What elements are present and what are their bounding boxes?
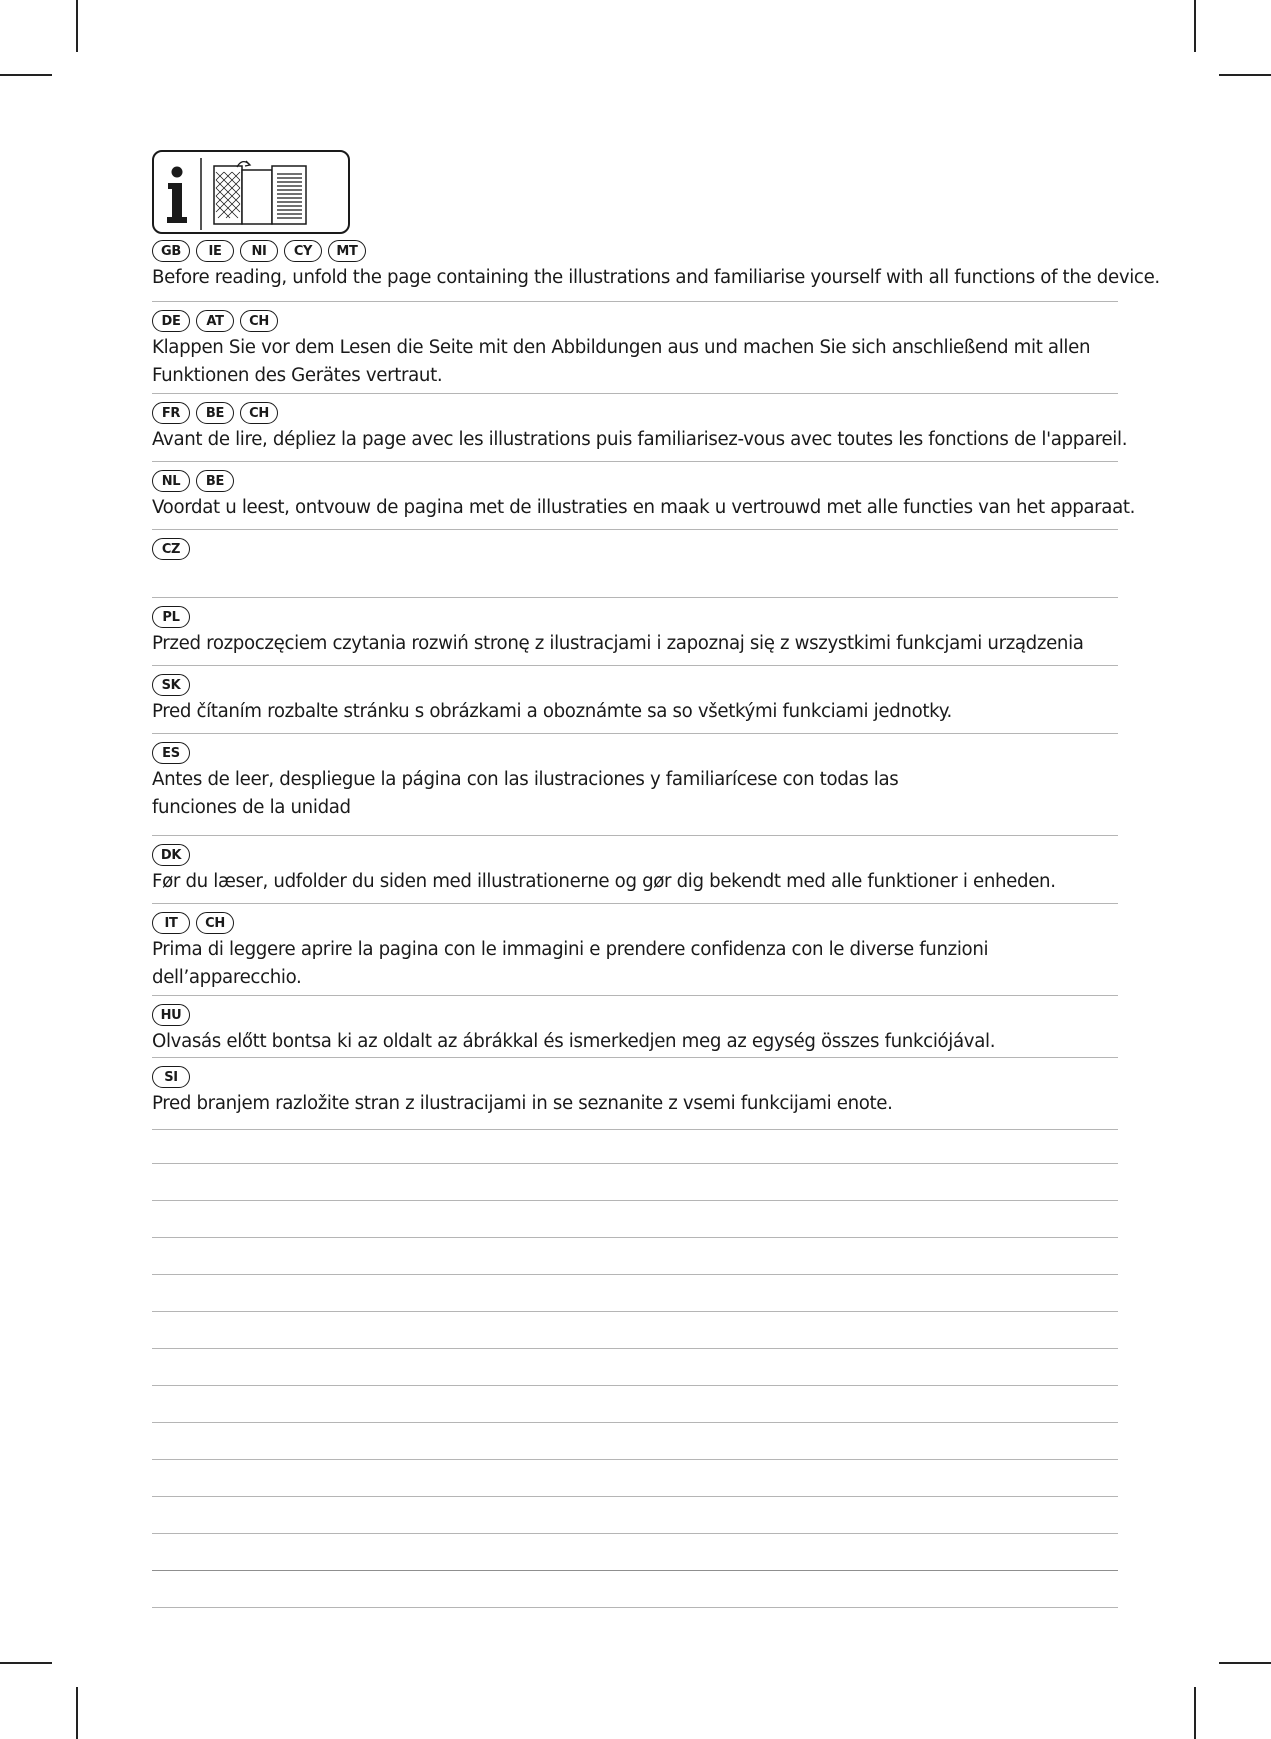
crop-mark-bottom-left-horizontal — [0, 1662, 52, 1664]
language-section — [152, 302, 1118, 394]
country-code-badge: CY — [284, 240, 322, 262]
country-code-badge: GB — [152, 240, 190, 262]
language-section — [152, 234, 1160, 302]
country-code-badge: BE — [196, 470, 234, 492]
country-badges — [152, 468, 1118, 494]
country-badges — [152, 1064, 1118, 1090]
country-code-badge: NL — [152, 470, 190, 492]
note-line — [152, 1130, 1118, 1164]
note-line — [152, 1201, 1118, 1238]
instruction-text: Prima di leggere aprire la pagina con le immagini e prendere confidenza con le diverse funzioni — [152, 939, 989, 960]
unfolded-manual-icon — [214, 161, 306, 224]
instruction-text: Before reading, unfold the page containing the illustrations and familiarise yourself with all functions of the device. — [152, 267, 1160, 288]
country-badges — [152, 604, 1118, 630]
country-code-badge: IT — [152, 912, 190, 934]
instruction-text: Olvasás előtt bontsa ki az oldalt az ábrákkal és ismerkedjen meg az egység összes funkciójával. — [152, 1031, 996, 1052]
country-code-badge: MT — [328, 240, 366, 262]
crop-mark-top-left-vertical — [76, 0, 78, 52]
instruction-text: Voordat u leest, ontvouw de pagina met de illustraties en maak u vertrouwd met alle functies van het apparaat. — [152, 497, 1136, 518]
country-badges — [152, 740, 1118, 766]
note-line — [152, 1460, 1118, 1497]
language-section — [152, 996, 1118, 1058]
instruction-text: Antes de leer, despliegue la página con las ilustraciones y familiarícese con todas las — [152, 769, 899, 790]
country-code-badge: IE — [196, 240, 234, 262]
country-code-badge: HU — [152, 1004, 190, 1026]
instruction-text: Przed rozpoczęciem czytania rozwiń stronę z ilustracjami i zapoznaj się z wszystkimi funkcjami urządzenia — [152, 633, 1084, 654]
language-section — [152, 394, 1128, 462]
country-badges — [152, 400, 1118, 426]
language-section — [152, 836, 1118, 904]
instruction-text: funciones de la unidad — [152, 797, 351, 818]
language-section — [152, 904, 1118, 996]
instruction-text: Funktionen des Gerätes vertraut. — [152, 365, 443, 386]
language-section — [152, 598, 1118, 666]
country-badges — [152, 842, 1118, 868]
note-line — [152, 1386, 1118, 1423]
note-line — [152, 1423, 1118, 1460]
crop-mark-top-left-horizontal — [0, 74, 52, 76]
note-line — [152, 1238, 1118, 1275]
crop-mark-bottom-right-vertical — [1194, 1687, 1196, 1739]
country-code-badge: NI — [240, 240, 278, 262]
note-line — [152, 1275, 1118, 1312]
country-badges — [152, 910, 1118, 936]
country-code-badge: CH — [240, 402, 278, 424]
crop-mark-top-right-vertical — [1194, 0, 1196, 52]
instruction-text: Pred čítaním rozbalte stránku s obrázkami a oboznámte sa so všetkými funkciami jednotky. — [152, 701, 952, 722]
instruction-text: dell’apparecchio. — [152, 967, 302, 988]
instruction-text: Klappen Sie vor dem Lesen die Seite mit den Abbildungen aus und machen Sie sich anschließend mit allen — [152, 337, 1091, 358]
country-code-badge: PL — [152, 606, 190, 628]
country-code-badge: SK — [152, 674, 190, 696]
language-sections — [152, 234, 1160, 1130]
country-code-badge: ES — [152, 742, 190, 764]
country-code-badge: SI — [152, 1066, 190, 1088]
country-badges — [152, 536, 1118, 562]
country-badges — [152, 238, 1118, 264]
instruction-text: Før du læser, udfolder du siden med illustrationerne og gør dig bekendt med alle funktioner i enheden. — [152, 871, 1056, 892]
note-lines — [152, 1130, 1118, 1608]
info-graphic — [152, 150, 350, 234]
language-section — [152, 1058, 1118, 1130]
instruction-text: Avant de lire, dépliez la page avec les illustrations puis familiarisez-vous avec toutes les fonctions de l'appareil. — [152, 429, 1128, 450]
country-code-badge: CH — [196, 912, 234, 934]
crop-mark-top-right-horizontal — [1219, 74, 1271, 76]
info-icon — [167, 158, 201, 230]
country-badges — [152, 1002, 1118, 1028]
language-section — [152, 530, 1118, 598]
note-line — [152, 1497, 1118, 1534]
note-line — [152, 1349, 1118, 1386]
country-code-badge: AT — [196, 310, 234, 332]
country-code-badge: CH — [240, 310, 278, 332]
page-content — [152, 150, 1160, 1608]
crop-mark-bottom-right-horizontal — [1219, 1662, 1271, 1664]
country-code-badge: CZ — [152, 538, 190, 560]
note-line — [152, 1312, 1118, 1349]
crop-mark-bottom-left-vertical — [76, 1687, 78, 1739]
language-section — [152, 734, 1118, 836]
country-code-badge: DK — [152, 844, 190, 866]
country-code-badge: BE — [196, 402, 234, 424]
note-line — [152, 1534, 1118, 1571]
country-badges — [152, 672, 1118, 698]
instruction-text: Pred branjem razložite stran z ilustracijami in se seznanite z vsemi funkcijami enote. — [152, 1093, 893, 1114]
country-code-badge: DE — [152, 310, 190, 332]
language-section — [152, 666, 1118, 734]
country-badges — [152, 308, 1118, 334]
note-line — [152, 1571, 1118, 1608]
language-section — [152, 462, 1136, 530]
note-line — [152, 1164, 1118, 1201]
country-code-badge: FR — [152, 402, 190, 424]
